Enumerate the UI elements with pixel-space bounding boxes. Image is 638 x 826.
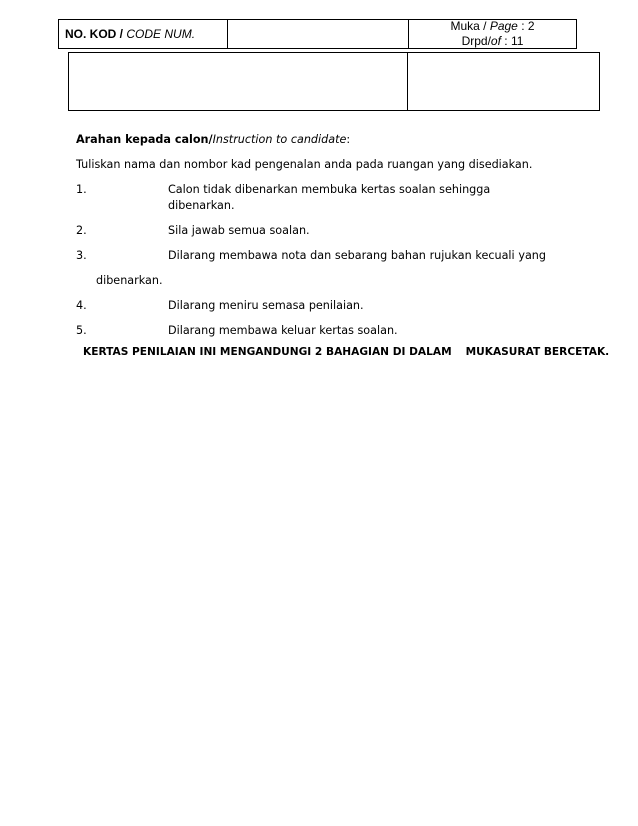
- code-value-cell: [228, 20, 409, 48]
- instruction-item: [76, 323, 546, 339]
- booklet-note: [83, 346, 609, 358]
- instruction-item: [76, 298, 546, 314]
- instructions-intro: Tuliskan nama dan nombor kad pengenalan anda pada ruangan yang disediakan.: [76, 158, 533, 171]
- page-number: Muka / Page : 2: [450, 19, 535, 33]
- info-box-divider: [407, 53, 408, 110]
- instruction-text: Dilarang membawa keluar kertas soalan.: [168, 324, 398, 337]
- instruction-number: 5.: [76, 324, 87, 337]
- instruction-text: Dilarang meniru semasa penilaian.: [168, 299, 364, 312]
- page-info-cell: [409, 20, 576, 48]
- instructions-heading: Arahan kepada calon/Instruction to candidate:: [76, 133, 351, 146]
- instruction-number: 1.: [76, 183, 87, 196]
- instruction-number: 3.: [76, 249, 87, 262]
- instruction-continuation: dibenarkan.: [96, 274, 163, 287]
- candidate-info-box: [68, 52, 600, 111]
- instruction-item: [76, 248, 546, 264]
- instruction-text: Dilarang membawa nota dan sebarang bahan rujukan kecuali yang: [168, 249, 546, 262]
- header-table: [58, 19, 577, 49]
- instructions-section: [76, 132, 546, 348]
- booklet-note-part2: MUKASURAT BERCETAK.: [465, 346, 610, 358]
- instruction-text: Sila jawab semua soalan.: [168, 224, 310, 237]
- instruction-item: [76, 182, 546, 214]
- booklet-note-part1: KERTAS PENILAIAN INI MENGANDUNGI 2 BAHAGIAN DI DALAM: [83, 346, 452, 358]
- instruction-number: 4.: [76, 299, 87, 312]
- instruction-number: 2.: [76, 224, 87, 237]
- instruction-text: Calon tidak dibenarkan membuka kertas soalan sehingga dibenarkan.: [168, 183, 491, 212]
- page-total: Drpd/of : 11: [461, 34, 524, 48]
- instruction-item: [76, 223, 546, 239]
- code-number-cell: [59, 20, 228, 48]
- code-label: NO. KOD / CODE NUM.: [65, 27, 196, 41]
